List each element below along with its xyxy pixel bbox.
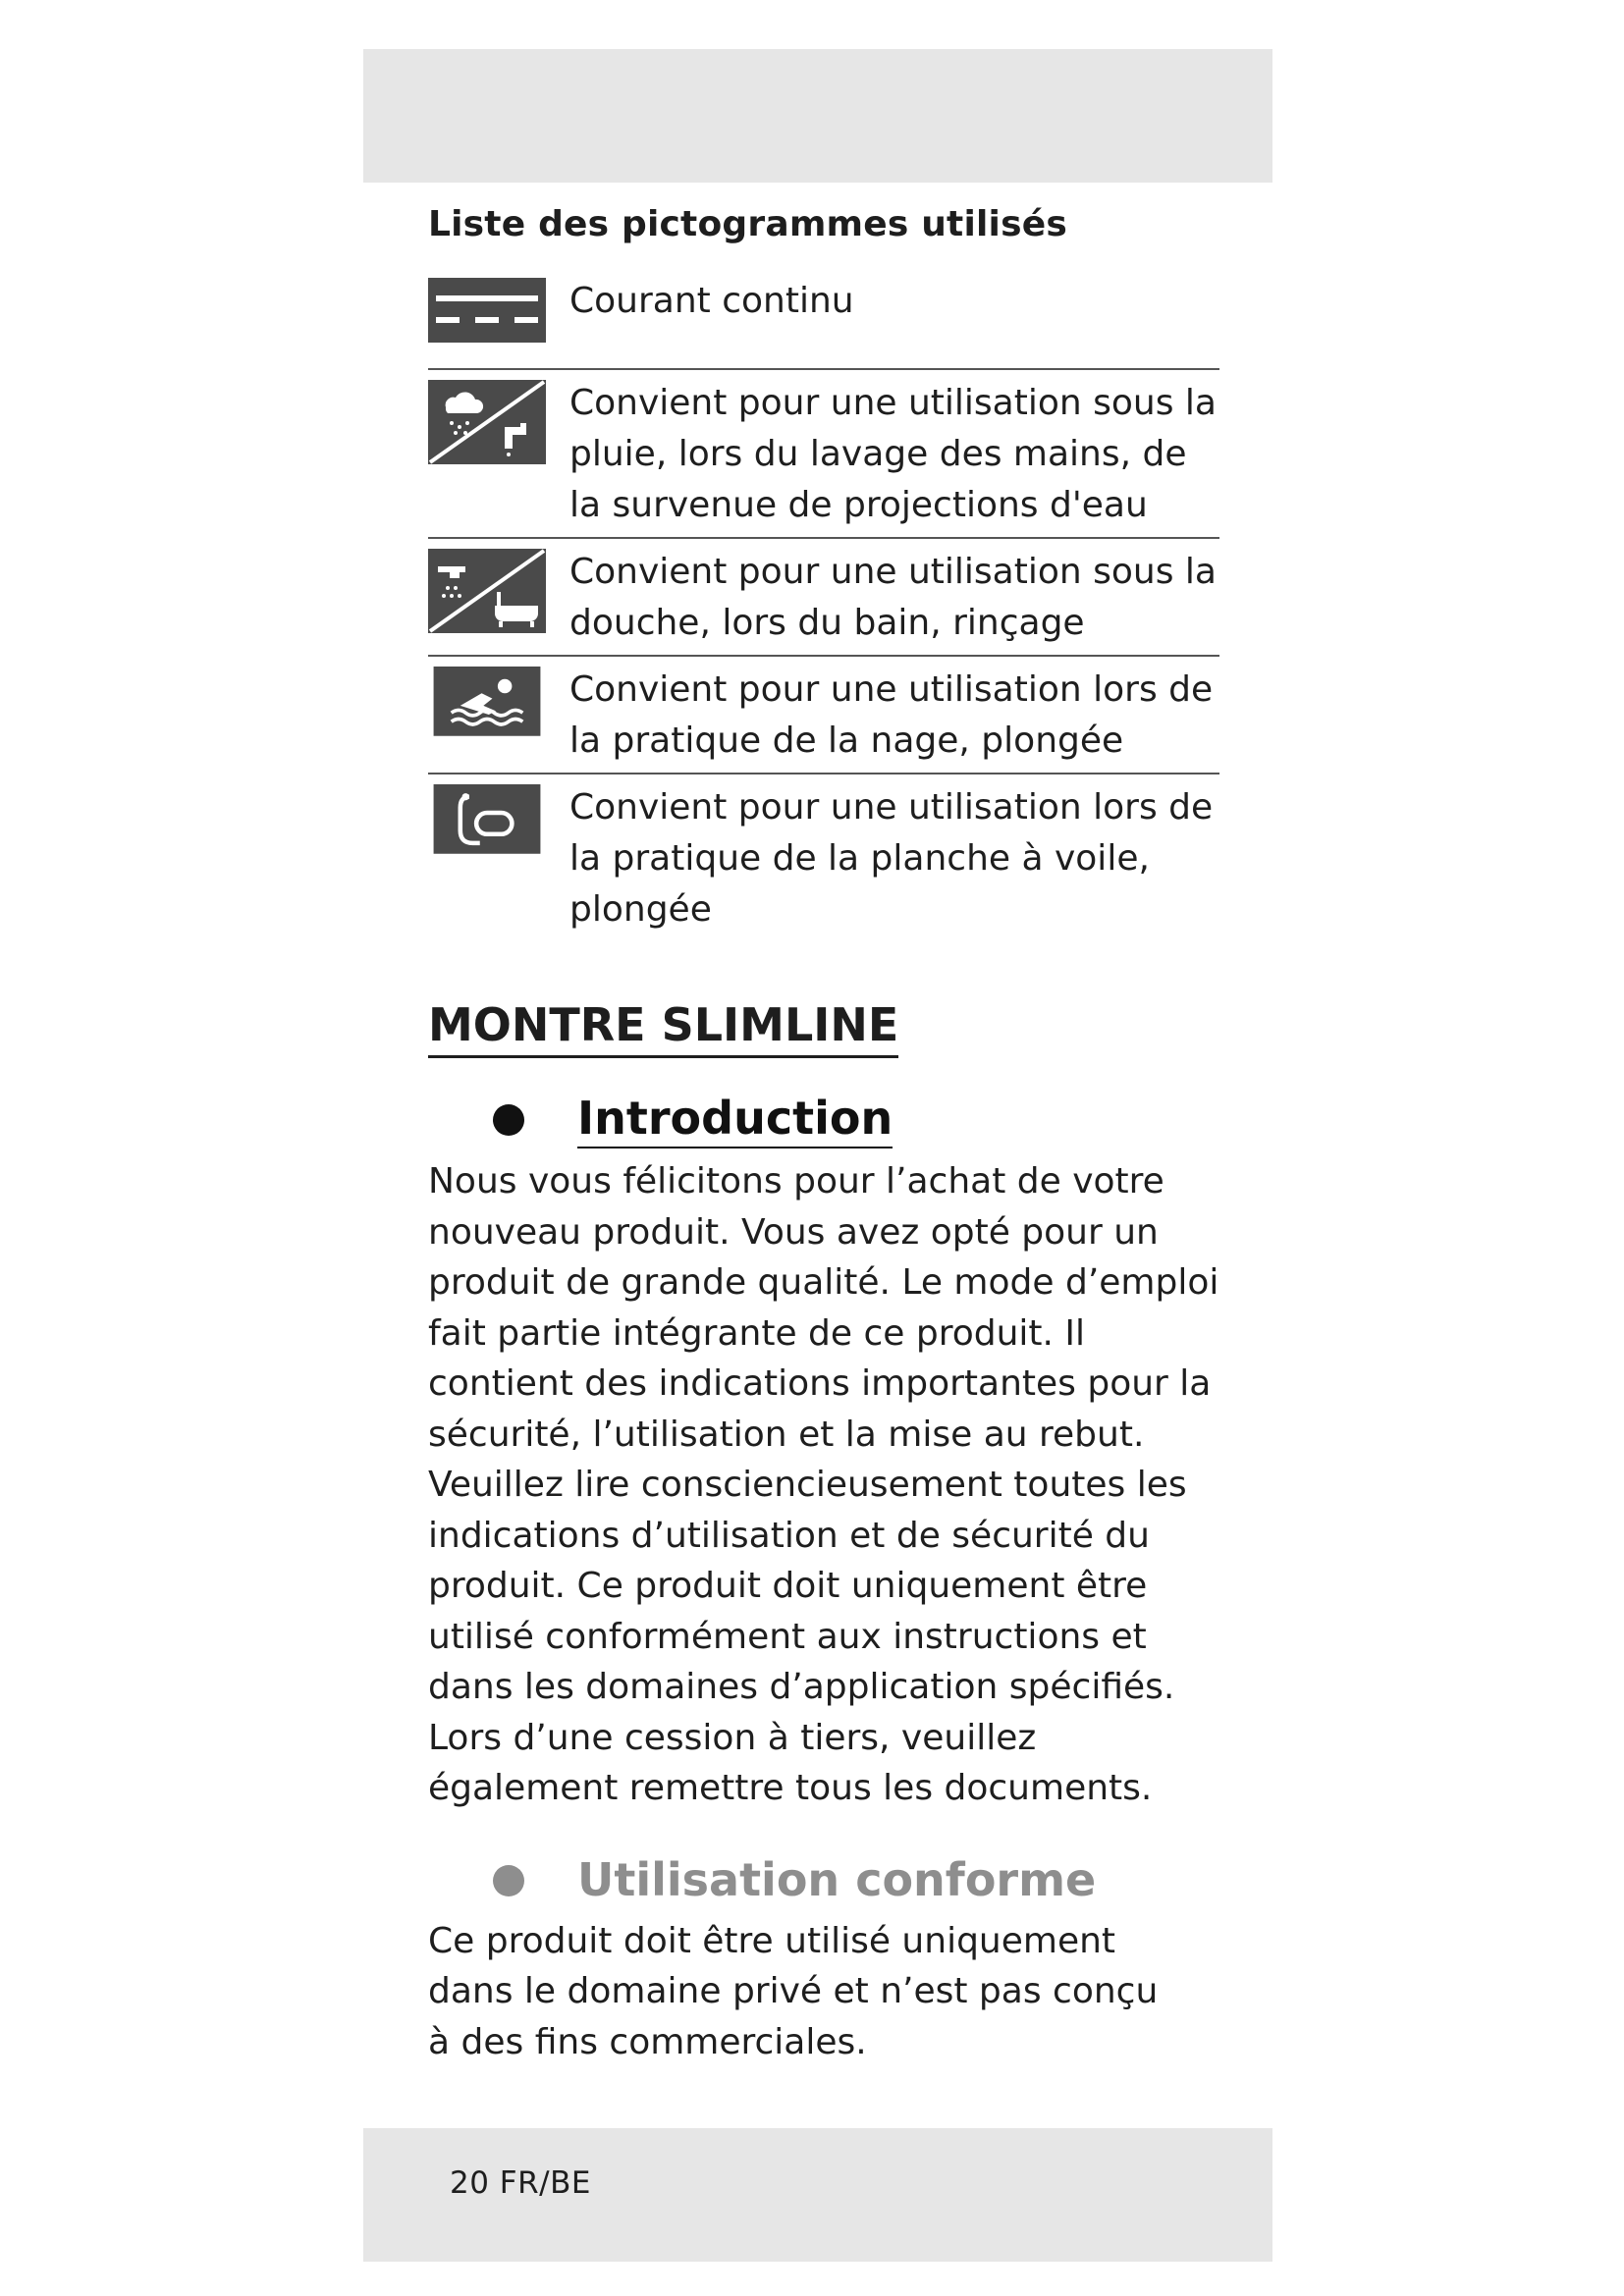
- page-number: 20 FR/BE: [450, 2165, 591, 2201]
- pictogram-row: [428, 539, 1219, 657]
- pictogram-label: Convient pour une utilisation lors de la pratique de la planche à voile, plongée: [569, 787, 1214, 930]
- pictogram-label: Convient pour une utilisation lors de la pratique de la nage, plongée: [569, 669, 1214, 761]
- product-title: MONTRE SLIMLINE: [428, 998, 898, 1058]
- page-content: [428, 204, 1219, 2067]
- intended-use-title: Utilisation conforme: [577, 1852, 1097, 1906]
- intended-use-heading: [428, 1853, 1219, 1908]
- bullet-icon: [493, 1865, 524, 1896]
- pictogram-row: [428, 268, 1219, 370]
- pictogram-label: Convient pour une utilisation sous la douche, lors du bain, rinçage: [569, 552, 1217, 643]
- pictogram-list-heading: Liste des pictogrammes utilisés: [428, 204, 1067, 244]
- snorkel-icon: [428, 784, 546, 869]
- header-band: [363, 49, 1272, 183]
- rain-splash-icon: [428, 380, 546, 464]
- pictogram-row: [428, 657, 1219, 774]
- introduction-heading: [428, 1092, 1219, 1148]
- swimming-icon: [428, 667, 546, 751]
- direct-current-icon: [428, 278, 546, 362]
- bullet-icon: [493, 1104, 524, 1136]
- introduction-text: Nous vous félicitons pour l’achat de votre nouveau produit. Vous avez opté pour un produit de grande qualité. Le mode d’emploi fait partie intégrante de ce produit. Il contient des indications importantes pour la sécurité, l’utilisation et la mise au rebut. Veuillez lire consciencieusement toutes les indications d’utilisation et de sécurité du produit. Ce produit doit uniquement être utilisé conformément aux instructions et dans les domaines d’application spécifiés. Lors d’une cession à tiers, veuillez également remettre tous les documents.: [428, 1161, 1219, 1808]
- pictogram-list: [428, 268, 1219, 941]
- pictogram-row: [428, 370, 1219, 539]
- introduction-title: Introduction: [577, 1092, 893, 1148]
- pictogram-label: Courant continu: [569, 281, 854, 321]
- shower-bath-icon: [428, 549, 546, 633]
- pictogram-label: Convient pour une utilisation sous la pluie, lors du lavage des mains, de la survenue de projections d'eau: [569, 383, 1217, 525]
- pictogram-row: [428, 774, 1219, 941]
- intended-use-text: Ce produit doit être utilisé uniquement dans le domaine privé et n’est pas conçu à des fins commerciales.: [428, 1920, 1159, 2062]
